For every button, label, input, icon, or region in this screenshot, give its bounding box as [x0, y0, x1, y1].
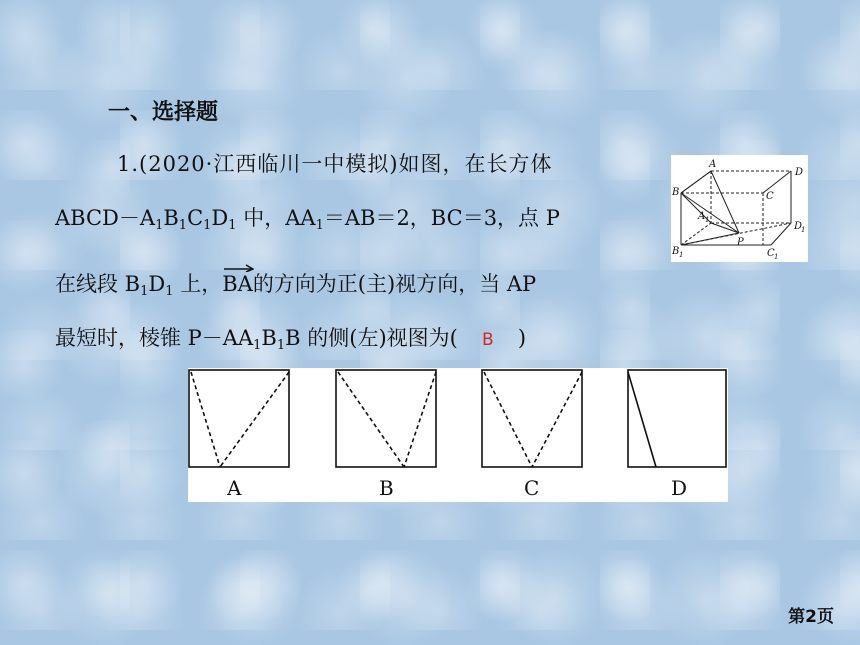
label-b1: B: [672, 246, 680, 257]
label-c1: C: [767, 248, 775, 259]
option-d-view: [628, 370, 726, 467]
option-b-view: [336, 370, 436, 467]
option-c-label: C: [524, 476, 540, 500]
option-a-label: A: [227, 476, 242, 500]
label-b1-sub: 1: [679, 251, 684, 259]
option-d-label: D: [671, 476, 688, 500]
label-d1: D: [794, 221, 803, 232]
label-a1: A: [698, 211, 706, 222]
vector-arrow-icon: [224, 264, 254, 272]
answer-mark: B: [481, 330, 494, 350]
page-number: 第2页: [788, 607, 834, 627]
options-panel: [188, 368, 728, 502]
question-line-1: 1.(2020·江西临川一中模拟)如图，在长方体: [117, 152, 553, 176]
vector-ba: BA: [222, 272, 253, 296]
label-d: D: [795, 167, 804, 178]
cuboid-figure: [671, 155, 808, 262]
question-line-2: $ABCD-A_1B_1C_1D_1$ 中，$AA_1=AB=2$，BC＝3，点 P: [55, 206, 560, 233]
label-c: C: [766, 191, 774, 202]
option-a-view: [189, 370, 289, 467]
section-heading: 一、选择题: [108, 100, 219, 125]
option-b-label: B: [379, 476, 394, 500]
label-d1-sub: 1: [801, 226, 806, 234]
label-p: P: [737, 237, 744, 248]
label-a1-sub: 1: [705, 216, 710, 224]
option-c-view: [482, 370, 582, 467]
label-b: B: [672, 187, 680, 198]
label-c1-sub: 1: [774, 253, 779, 261]
question-line-3: 在线段 $B_1D_1$ 上， BA的方向为正(主)视方向，当 AP: [55, 268, 536, 299]
label-a: A: [709, 159, 717, 170]
question-line-4: 最短时，棱锥 $P-AA_1B_1B$ 的侧(左)视图为( B ): [55, 326, 527, 353]
